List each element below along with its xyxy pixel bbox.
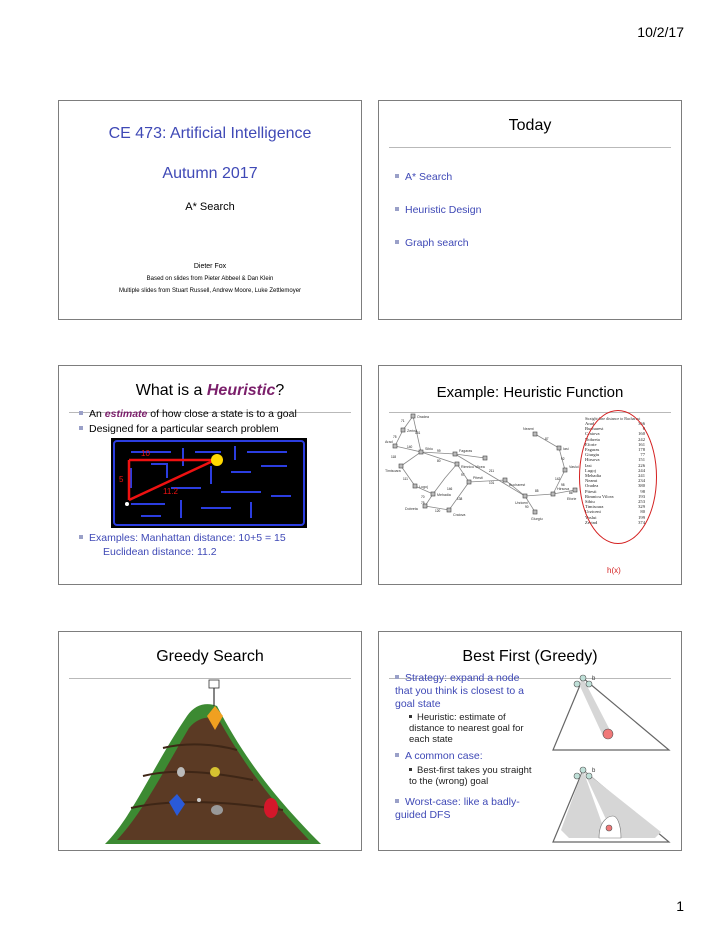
bullet-square-icon	[395, 799, 399, 803]
slide-heuristic-function	[378, 365, 682, 585]
city-name: Iasi	[585, 462, 592, 468]
city-label: Sibiu	[425, 447, 433, 451]
svg-text:85: 85	[535, 489, 539, 493]
distance-value: 178	[638, 447, 645, 453]
mountain-illustration	[103, 676, 323, 846]
slide-title-today: Today	[508, 117, 552, 134]
city-label: Hirsova	[557, 487, 570, 491]
slide-title-example: Example: Heuristic Function	[436, 384, 624, 401]
slide-title	[58, 100, 362, 320]
label-11-2: 11.2	[163, 487, 178, 496]
city-name: Timisoara	[585, 504, 604, 510]
city-name: Vaslui	[585, 514, 597, 520]
city-label: Iasi	[563, 447, 569, 451]
bullet-square-icon	[79, 535, 83, 539]
svg-text:90: 90	[525, 505, 529, 509]
distance-value: 193	[638, 493, 645, 499]
bullet-square-icon	[395, 240, 399, 244]
svg-text:151: 151	[415, 431, 421, 435]
city-label: Vaslui	[569, 465, 579, 469]
bullet-square-icon	[395, 675, 399, 679]
distance-value: 366	[638, 421, 645, 426]
svg-text:146: 146	[447, 487, 453, 491]
city-label: Bucharest	[509, 483, 526, 487]
bullet-common-case: A common case:	[395, 750, 483, 763]
slide-today	[378, 100, 682, 320]
sub-bullet-heuristic: Heuristic: estimate of distance to nearest goal for each state	[409, 712, 524, 745]
city-label: Mehadia	[437, 493, 451, 497]
slide-title-best-first: Best First (Greedy)	[462, 648, 598, 665]
svg-text:211: 211	[489, 469, 495, 473]
gold-nugget-icon	[210, 767, 220, 777]
svg-text:86: 86	[569, 491, 573, 495]
city-name: Urziceni	[585, 509, 601, 515]
distance-value: 77	[640, 452, 645, 458]
city-label: Urziceni	[515, 501, 528, 505]
svg-text:101: 101	[489, 481, 495, 485]
label-5: 5	[119, 475, 124, 484]
city-label: Zerind	[407, 429, 418, 433]
search-tree-diagrams	[551, 670, 675, 846]
distance-value: 374	[638, 519, 645, 525]
city-name: Neamt	[585, 478, 598, 484]
svg-text:138: 138	[457, 497, 463, 501]
bullet-item: A* Search	[395, 171, 452, 184]
course-title: CE 473: Artificial Intelligence	[108, 125, 312, 142]
bullet-examples: Examples: Manhattan distance: 10+5 = 15	[79, 532, 286, 545]
bullet-square-icon	[395, 207, 399, 211]
distance-value: 234	[638, 478, 645, 484]
bullet-square-icon	[79, 411, 83, 415]
city-label: Lugoj	[419, 485, 428, 489]
gem-red-icon	[264, 798, 278, 818]
romania-map	[385, 412, 581, 528]
bullet-square-icon	[395, 174, 399, 178]
city-label: Rimnicu Vilcea	[461, 465, 485, 469]
svg-text:70: 70	[421, 495, 425, 499]
svg-text:142: 142	[555, 477, 561, 481]
city-name: Mehadia	[585, 473, 602, 479]
distance-value: 226	[638, 462, 645, 468]
stone-icon	[177, 767, 185, 777]
svg-text:140: 140	[407, 445, 413, 449]
page-date: 10/2/17	[637, 24, 684, 40]
city-name: Sibiu	[585, 499, 595, 505]
bullet-square-icon	[395, 753, 399, 757]
sub-bullet-best-first: Best-first takes you straight to the (wrong) goal	[409, 765, 532, 787]
author: Dieter Fox	[193, 263, 227, 270]
distance-value: 241	[638, 473, 645, 479]
svg-text:111: 111	[403, 477, 408, 481]
bullet-item: Designed for a particular search problem	[79, 423, 279, 436]
bullet-item: An estimate of how close a state is to a goal	[79, 408, 297, 421]
distance-value: 244	[638, 467, 645, 473]
svg-text:75: 75	[393, 435, 397, 439]
city-name: Craiova	[585, 431, 600, 437]
city-name: Zerind	[585, 519, 598, 525]
distance-value: 0	[642, 426, 645, 432]
bullet-item: Heuristic Design	[395, 204, 481, 217]
city-name: Dobreta	[585, 436, 600, 442]
city-label: Pitesti	[473, 476, 483, 480]
svg-text:75: 75	[421, 501, 425, 505]
pacman-maze	[111, 438, 307, 528]
svg-text:99: 99	[437, 449, 441, 453]
city-name: Rimnicu Vilcea	[585, 493, 614, 499]
svg-text:80: 80	[437, 459, 441, 463]
page-number: 1	[676, 898, 684, 914]
lecture-topic: A* Search	[185, 201, 235, 213]
city-name: Giurgiu	[585, 452, 600, 458]
city-name: Lugoj	[585, 467, 596, 473]
distance-value: 151	[638, 457, 645, 463]
city-label: Neamt	[523, 427, 534, 431]
highlight-ellipse	[579, 410, 657, 544]
bullet-square-icon	[79, 426, 83, 430]
city-label: Craiova	[453, 513, 466, 517]
svg-text:87: 87	[545, 437, 549, 441]
rock-pile-icon	[211, 805, 223, 815]
slide-what-is-heuristic	[58, 365, 362, 585]
pacman-icon	[211, 454, 223, 466]
city-name: Eforie	[585, 441, 597, 447]
distance-value: 242	[638, 436, 645, 442]
distance-value: 380	[638, 483, 645, 489]
distance-value: 160	[638, 431, 645, 437]
city-label: Timisoara	[385, 469, 401, 473]
svg-text:92: 92	[561, 457, 565, 461]
label-10: 10	[141, 449, 150, 458]
slide-greedy-search	[58, 631, 362, 851]
city-name: Oradea	[585, 483, 599, 489]
city-name: Fagaras	[585, 447, 600, 453]
distance-value: 98	[640, 488, 645, 494]
sign-icon	[209, 680, 219, 688]
city-name: Pitesti	[585, 488, 597, 494]
distance-value: 253	[638, 499, 645, 505]
branch-label: b	[592, 768, 596, 774]
svg-text:97: 97	[461, 473, 465, 477]
food-dot-icon	[125, 502, 129, 506]
distance-value: 329	[638, 504, 645, 510]
city-name: Arad	[585, 421, 595, 426]
distance-value: 80	[640, 509, 645, 515]
svg-text:98: 98	[561, 483, 565, 487]
distance-value: 199	[638, 514, 645, 520]
city-name: Bucharest	[585, 426, 604, 432]
city-label: Arad	[385, 440, 393, 444]
city-label: Eforie	[567, 497, 577, 501]
bullet-item: Graph search	[395, 237, 469, 250]
slide-title-greedy: Greedy Search	[156, 648, 264, 665]
city-name: Hirsova	[585, 457, 600, 463]
title-divider	[389, 147, 671, 148]
svg-text:120: 120	[435, 509, 441, 513]
distance-value: 161	[638, 441, 645, 447]
bullet-worst-case: Worst-case: like a badly-guided DFS	[395, 796, 520, 821]
city-label: Dobreta	[405, 507, 418, 511]
city-label: Oradea	[417, 415, 429, 419]
goal-node-icon	[603, 729, 613, 739]
sub-bullet-icon	[409, 715, 412, 718]
svg-text:71: 71	[401, 419, 405, 423]
course-term: Autumn 2017	[162, 165, 258, 182]
credit-line-2: Multiple slides from Stuart Russell, Andrew Moore, Luke Zettlemoyer	[118, 288, 302, 294]
credit-line-1: Based on slides from Pieter Abbeel & Dan Klein	[146, 276, 274, 282]
city-label: Giurgiu	[531, 517, 543, 521]
euclidean-line: Euclidean distance: 11.2	[103, 546, 217, 558]
sub-bullet-icon	[409, 768, 412, 771]
city-label: Fagaras	[459, 449, 473, 453]
goal-node-icon	[606, 825, 612, 831]
slide-title-heuristic: What is a Heuristic?	[135, 382, 285, 399]
branch-label: b	[592, 676, 596, 682]
slide-best-first	[378, 631, 682, 851]
table-title: Straight-line distance to Bucharest	[585, 416, 641, 421]
bullet-strategy: Strategy: expand a node that you think is closest to a goal state	[395, 672, 524, 710]
hx-label: h(x)	[607, 566, 621, 575]
svg-text:118: 118	[391, 455, 397, 459]
